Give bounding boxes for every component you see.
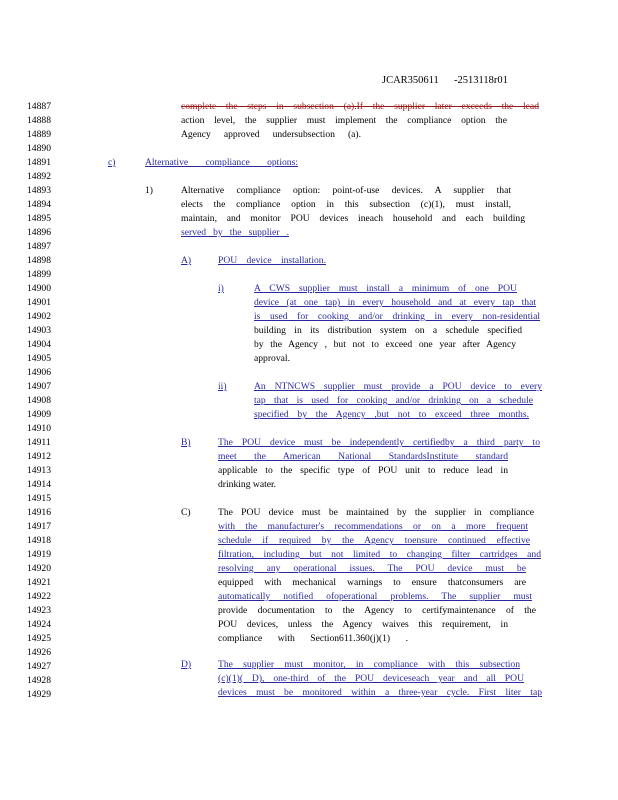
inserted-text-line: resolving any operational issues. The POU device must be bbox=[218, 563, 526, 574]
line-number: 14898 bbox=[27, 255, 51, 266]
line-number: 14907 bbox=[27, 381, 51, 392]
inserted-text-line: POU device installation. bbox=[218, 255, 326, 266]
line-number: 14915 bbox=[27, 493, 51, 504]
inserted-text-line: The POU device must be independently certifiedby a third party to bbox=[218, 437, 540, 448]
text-line: elects the compliance option in this subsection (c)(1), must install, bbox=[181, 199, 511, 210]
line-number: 14905 bbox=[27, 353, 51, 364]
page-header bbox=[382, 75, 508, 86]
line-number: 14894 bbox=[27, 199, 51, 210]
line-number: 14918 bbox=[27, 535, 51, 546]
inserted-text-line: The supplier must monitor, in compliance with this subsection bbox=[218, 659, 520, 670]
line-number: 14890 bbox=[27, 143, 51, 154]
line-number: 14917 bbox=[27, 521, 51, 532]
line-number: 14925 bbox=[27, 633, 51, 644]
line-number: 14899 bbox=[27, 269, 51, 280]
line-number: 14923 bbox=[27, 605, 51, 616]
line-number: 14922 bbox=[27, 591, 51, 602]
text-line: drinking water. bbox=[218, 479, 277, 490]
line-number: 14913 bbox=[27, 465, 51, 476]
text-line: applicable to the specific type of POU unit to reduce lead in bbox=[218, 465, 508, 476]
inserted-text-line: devices must be monitored within a three-year cycle. First liter tap bbox=[218, 687, 542, 698]
text-line: compliance with Section611.360(j)(1) . bbox=[218, 633, 408, 644]
line-number: 14916 bbox=[27, 507, 51, 518]
item-label: A) bbox=[181, 255, 192, 266]
document-id: JCAR350611 bbox=[382, 75, 439, 86]
inserted-text-line: meet the American National StandardsInstitute standard bbox=[218, 451, 508, 462]
line-number: 14897 bbox=[27, 241, 51, 252]
line-number: 14900 bbox=[27, 283, 51, 294]
inserted-text-line: device (at one tap) in every household and at every tap that bbox=[254, 297, 536, 308]
line-number: 14893 bbox=[27, 185, 51, 196]
text-line: Alternative compliance option: point-of-use devices. A supplier that bbox=[181, 185, 511, 196]
inserted-text-line: tap that is used for cooking and/or drinking on a schedule bbox=[254, 395, 533, 406]
inserted-text-line: schedule if required by the Agency toensure continued effective bbox=[218, 535, 530, 546]
text-line: Agency approved undersubsection (a). bbox=[181, 129, 361, 140]
inserted-text-line: filtration, including but not limited to changing filter cartridges and bbox=[218, 549, 541, 560]
inserted-text-line: served by the supplier . bbox=[181, 227, 289, 238]
line-number: 14926 bbox=[27, 647, 51, 658]
text-line: maintain, and monitor POU devices ineach household and each building bbox=[181, 213, 525, 224]
subsection-label: c) bbox=[108, 157, 116, 168]
line-number: 14895 bbox=[27, 213, 51, 224]
line-number: 14904 bbox=[27, 339, 51, 350]
line-number: 14914 bbox=[27, 479, 51, 490]
revision-id: -2513118r01 bbox=[454, 75, 508, 86]
line-number: 14927 bbox=[27, 661, 51, 672]
text-line: action level, the supplier must implement the compliance option the bbox=[181, 115, 507, 126]
item-label: i) bbox=[218, 283, 224, 294]
inserted-text-line: with the manufacturer's recommendations or on a more frequent bbox=[218, 521, 528, 532]
inserted-text-line: An NTNCWS supplier must provide a POU device to every bbox=[254, 381, 542, 392]
deleted-text-line: complete the steps in subsection (a).If the supplier later exceeds the lead bbox=[181, 101, 539, 112]
line-number: 14901 bbox=[27, 297, 51, 308]
item-label: ii) bbox=[218, 381, 227, 392]
inserted-text-line: specified by the Agency ,but not to exceed three months. bbox=[254, 409, 529, 420]
inserted-text-line: A CWS supplier must install a minimum of one POU bbox=[254, 283, 517, 294]
line-number: 14929 bbox=[27, 689, 51, 700]
item-label: C) bbox=[181, 507, 191, 518]
text-line: building in its distribution system on a schedule specified bbox=[254, 325, 522, 336]
line-number: 14920 bbox=[27, 563, 51, 574]
item-label: B) bbox=[181, 437, 191, 448]
line-number: 14912 bbox=[27, 451, 51, 462]
item-label: D) bbox=[181, 659, 192, 670]
line-number: 14891 bbox=[27, 157, 51, 168]
subsection-title: Alternative compliance options: bbox=[145, 157, 298, 168]
text-line: equipped with mechanical warnings to ensure thatconsumers are bbox=[218, 577, 526, 588]
line-number: 14896 bbox=[27, 227, 51, 238]
line-number: 14921 bbox=[27, 577, 51, 588]
inserted-text-line: (c)(1)( D), one-third of the POU deviceseach year and all POU bbox=[218, 673, 524, 684]
line-number: 14909 bbox=[27, 409, 51, 420]
line-number: 14888 bbox=[27, 115, 51, 126]
line-number: 14919 bbox=[27, 549, 51, 560]
line-number: 14924 bbox=[27, 619, 51, 630]
line-number: 14889 bbox=[27, 129, 51, 140]
line-number: 14908 bbox=[27, 395, 51, 406]
inserted-text-line: automatically notified ofoperational problems. The supplier must bbox=[218, 591, 532, 602]
line-number: 14906 bbox=[27, 367, 51, 378]
line-number: 14928 bbox=[27, 675, 51, 686]
text-line: by the Agency , but not to exceed one year after Agency bbox=[254, 339, 516, 350]
line-number: 14910 bbox=[27, 423, 51, 434]
line-number: 14911 bbox=[27, 437, 51, 448]
line-number: 14892 bbox=[27, 171, 51, 182]
line-number: 14902 bbox=[27, 311, 51, 322]
line-number: 14903 bbox=[27, 325, 51, 336]
line-number: 14887 bbox=[27, 101, 51, 112]
text-line: provide documentation to the Agency to certifymaintenance of the bbox=[218, 605, 536, 616]
text-line: POU devices, unless the Agency waives this requirement, in bbox=[218, 619, 508, 630]
inserted-text-line: is used for cooking and/or drinking in every non-residential bbox=[254, 311, 540, 322]
text-line: approval. bbox=[254, 353, 290, 364]
item-label: 1) bbox=[145, 185, 153, 196]
text-line: The POU device must be maintained by the supplier in compliance bbox=[218, 507, 534, 518]
